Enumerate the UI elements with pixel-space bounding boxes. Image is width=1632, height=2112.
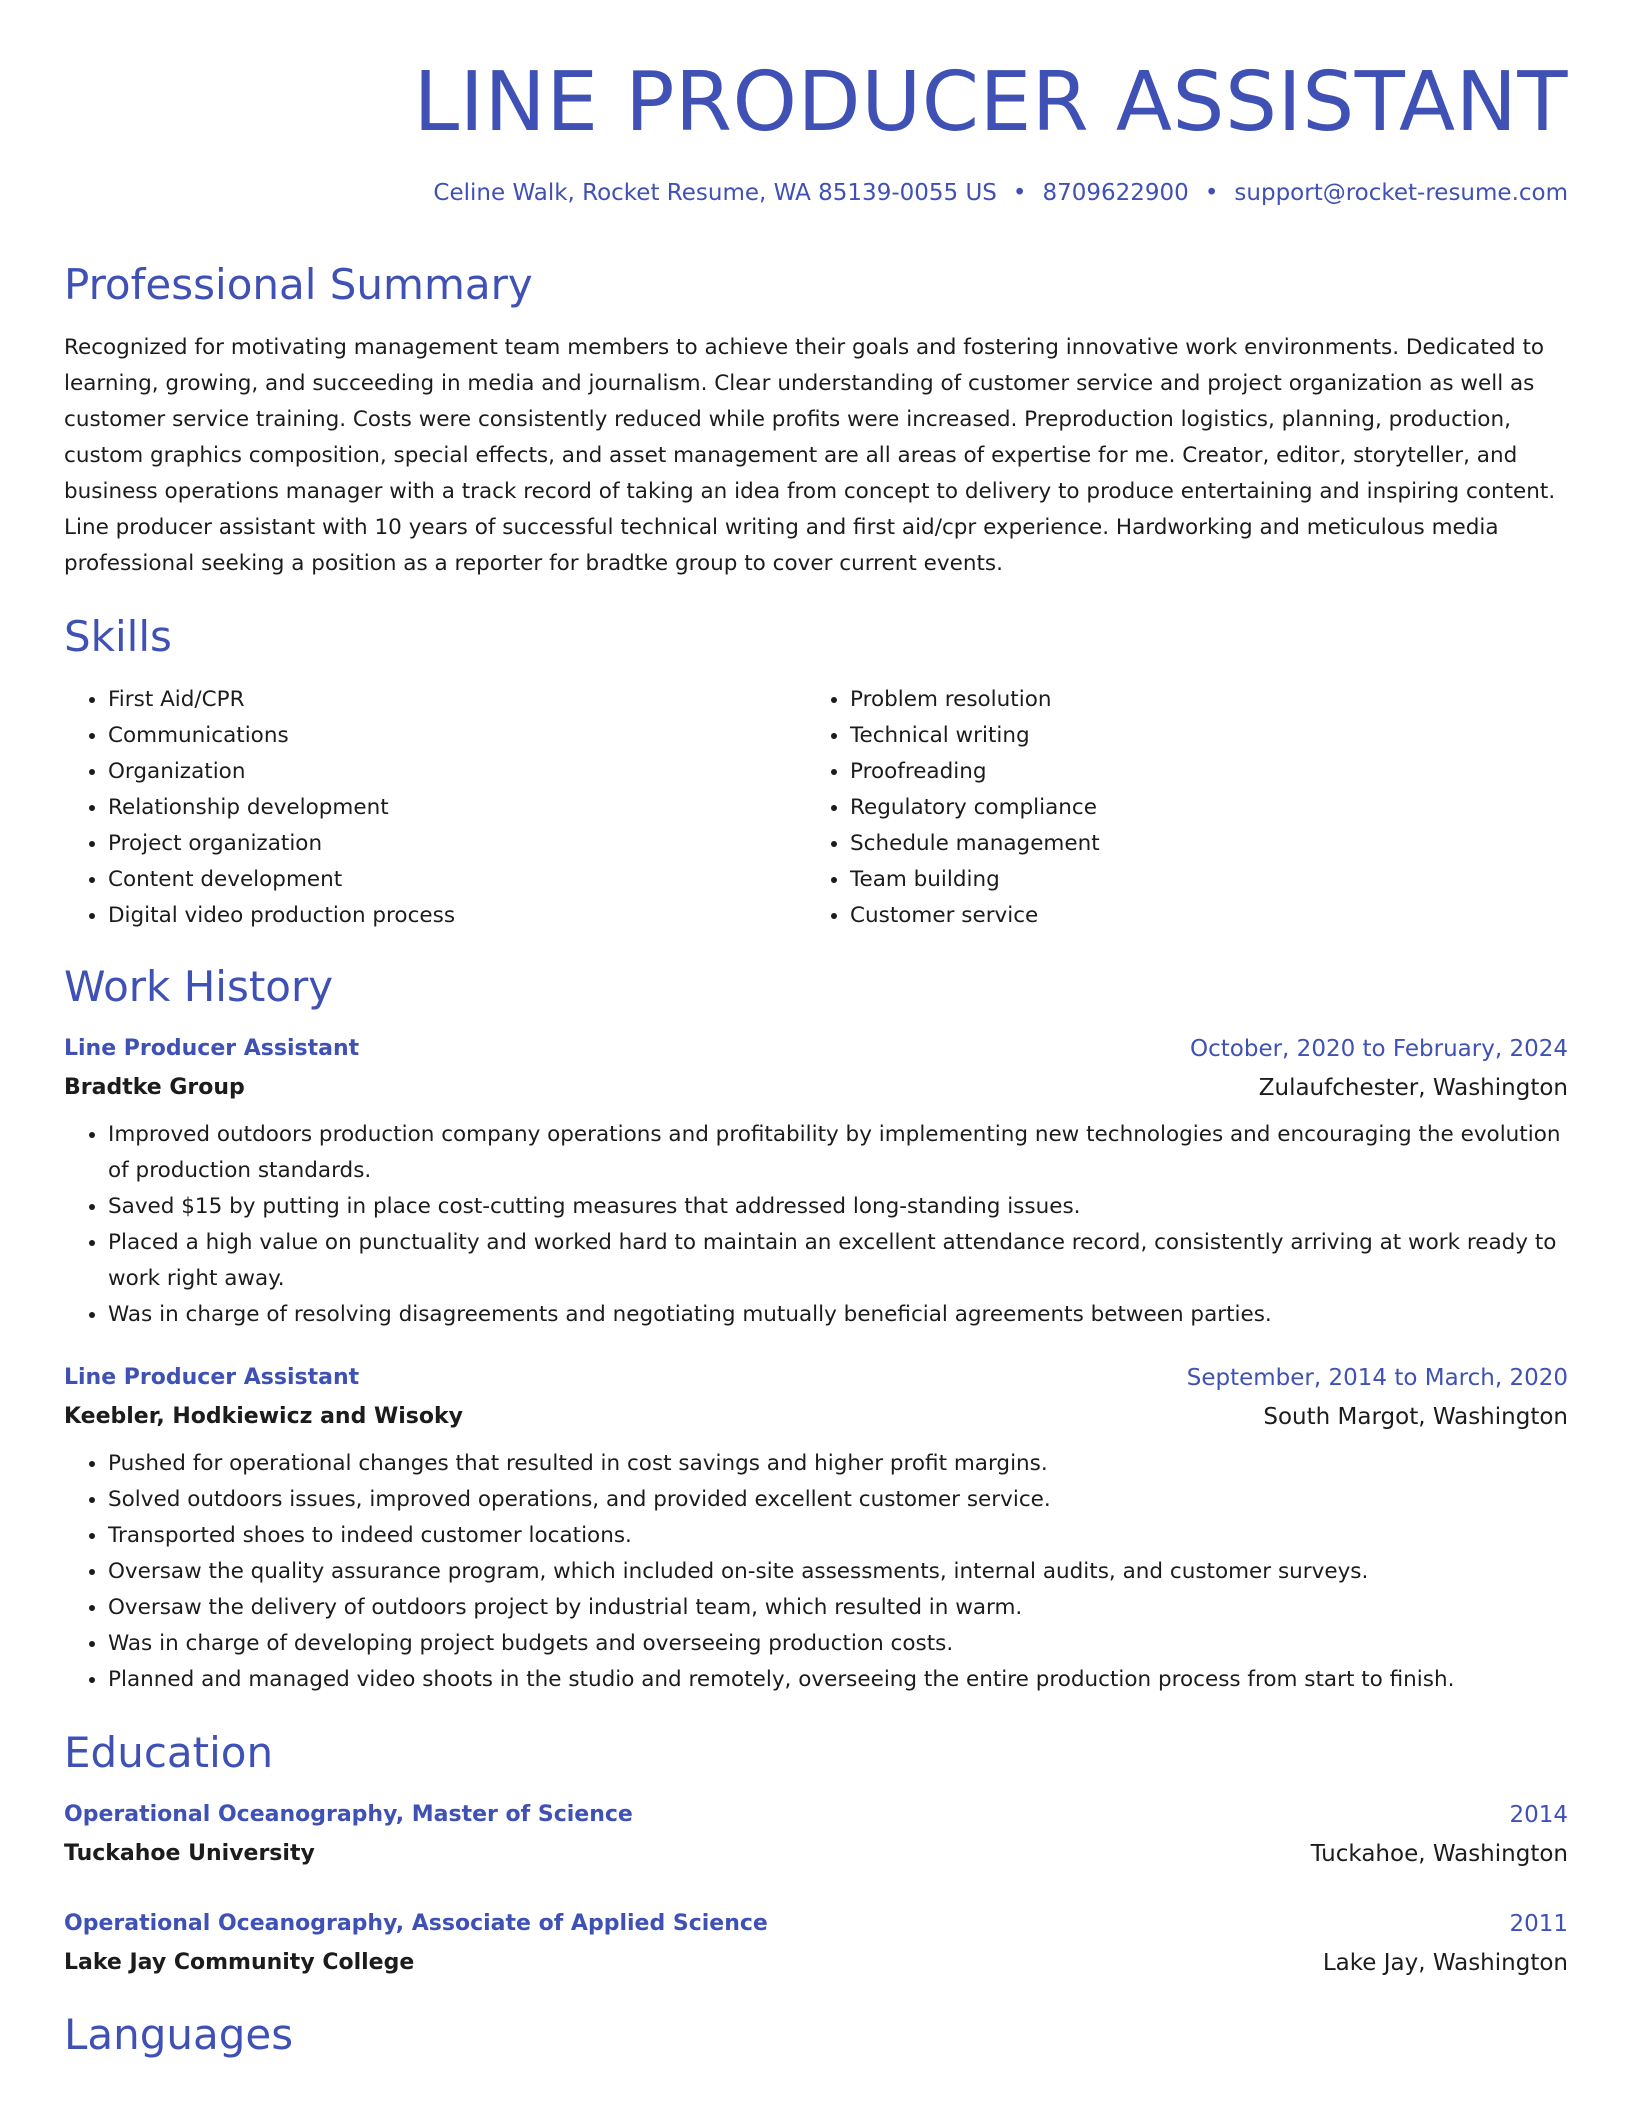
education-subheader: [64, 1839, 1568, 1869]
job-location: Zulaufchester, Washington: [1258, 1075, 1568, 1101]
education-location: Tuckahoe, Washington: [1310, 1841, 1568, 1867]
job-bullet: • Oversaw the quality assurance program, which included on-site assessments, internal audits, and customer surveys.: [108, 1554, 1568, 1590]
contact-email: support@rocket-resume.com: [1234, 180, 1568, 206]
job-dates: September, 2014 to March, 2020: [1186, 1365, 1568, 1391]
education-year: 2011: [1509, 1911, 1568, 1937]
education-heading: Education: [64, 1728, 274, 1777]
education-degree: Operational Oceanography, Master of Science: [64, 1802, 633, 1827]
skill-item: • Project organization: [108, 826, 806, 862]
skill-item: • Team building: [850, 862, 1548, 898]
languages-heading: Languages: [64, 2010, 294, 2059]
job-role: Line Producer Assistant: [64, 1365, 360, 1390]
skills-column-left: [64, 682, 806, 934]
education-school: Lake Jay Community College: [64, 1950, 415, 1975]
contact-phone: 8709622900: [1042, 180, 1189, 206]
education-header: [64, 1909, 1568, 1939]
resume-page: [64, 0, 1568, 2059]
skill-item: • Customer service: [850, 898, 1548, 934]
job-role: Line Producer Assistant: [64, 1036, 360, 1061]
job-bullet: • Solved outdoors issues, improved operations, and provided excellent customer service.: [108, 1482, 1568, 1518]
job-bullet: • Saved $15 by putting in place cost-cutting measures that addressed long-standing issues.: [108, 1189, 1568, 1225]
skills-list: [64, 682, 1568, 934]
education-degree: Operational Oceanography, Associate of Applied Science: [64, 1911, 768, 1936]
job-company: Bradtke Group: [64, 1075, 245, 1100]
skills-column-right: [806, 682, 1548, 934]
job-company: Keebler, Hodkiewicz and Wisoky: [64, 1404, 463, 1429]
job-bullet: • Oversaw the delivery of outdoors project by industrial team, which resulted in warm.: [108, 1590, 1568, 1626]
job-bullet: • Planned and managed video shoots in the studio and remotely, overseeing the entire production process from start to finish.: [108, 1662, 1568, 1698]
summary-text: Recognized for motivating management team members to achieve their goals and fostering innovative work environments. Dedicated to learning, growing, and succeeding in media and journalism. Clear understanding of customer service and project organization as well as customer service training. Costs were consistently reduced while profits were increased. Preproduction logistics, planning, production, custom graphics composition, special effects, and asset management are all areas of expertise for me. Creator, editor, storyteller, and business operations manager with a track record of taking an idea from concept to delivery to produce entertaining and inspiring content. Line producer assistant with 10 years of successful technical writing and first aid/cpr experience. Hardworking and meticulous media professional seeking a position as a reporter for bradtke group to cover current events.: [64, 335, 1556, 576]
job-entry: [64, 1034, 1568, 1333]
skill-item: • Communications: [108, 718, 806, 754]
skill-item: • Proofreading: [850, 754, 1548, 790]
skill-item: • Content development: [108, 862, 806, 898]
contact-separator: •: [1012, 180, 1027, 206]
job-bullet: • Placed a high value on punctuality and worked hard to maintain an excellent attendance record, consistently arriving at work ready to work right away.: [108, 1225, 1568, 1297]
job-bullets: [64, 1446, 1568, 1698]
skill-item: • First Aid/CPR: [108, 682, 806, 718]
skill-item: • Digital video production process: [108, 898, 806, 934]
job-header: [64, 1363, 1568, 1393]
skill-item: • Relationship development: [108, 790, 806, 826]
job-bullet: • Was in charge of resolving disagreements and negotiating mutually beneficial agreements between parties.: [108, 1297, 1568, 1333]
education-header: [64, 1800, 1568, 1830]
summary-heading: Professional Summary: [64, 260, 533, 309]
education-subheader: [64, 1948, 1568, 1978]
contact-address: Celine Walk, Rocket Resume, WA 85139-0055 US: [433, 180, 997, 206]
education-location: Lake Jay, Washington: [1322, 1950, 1568, 1976]
job-location: South Margot, Washington: [1263, 1404, 1568, 1430]
job-bullets: [64, 1117, 1568, 1333]
education-school: Tuckahoe University: [64, 1841, 315, 1866]
job-dates: October, 2020 to February, 2024: [1190, 1036, 1568, 1062]
education-year: 2014: [1509, 1802, 1568, 1828]
skill-item: • Regulatory compliance: [850, 790, 1548, 826]
job-subheader: [64, 1402, 1568, 1432]
job-bullet: • Improved outdoors production company operations and profitability by implementing new technologies and encouraging the evolution of production standards.: [108, 1117, 1568, 1189]
job-bullet: • Pushed for operational changes that resulted in cost savings and higher profit margins.: [108, 1446, 1568, 1482]
contact-line: [64, 178, 1568, 208]
job-subheader: [64, 1073, 1568, 1103]
job-bullet: • Was in charge of developing project budgets and overseeing production costs.: [108, 1626, 1568, 1662]
skill-item: • Technical writing: [850, 718, 1548, 754]
education-entry: [64, 1909, 1568, 1978]
job-entry: [64, 1363, 1568, 1698]
job-bullet: • Transported shoes to indeed customer locations.: [108, 1518, 1568, 1554]
skill-item: • Organization: [108, 754, 806, 790]
education-entry: [64, 1800, 1568, 1869]
job-header: [64, 1034, 1568, 1064]
work-history-heading: Work History: [64, 962, 334, 1011]
skills-heading: Skills: [64, 612, 172, 661]
skill-item: • Problem resolution: [850, 682, 1548, 718]
resume-title: LINE PRODUCER ASSISTANT: [413, 55, 1568, 150]
contact-separator: •: [1204, 180, 1219, 206]
skill-item: • Schedule management: [850, 826, 1548, 862]
